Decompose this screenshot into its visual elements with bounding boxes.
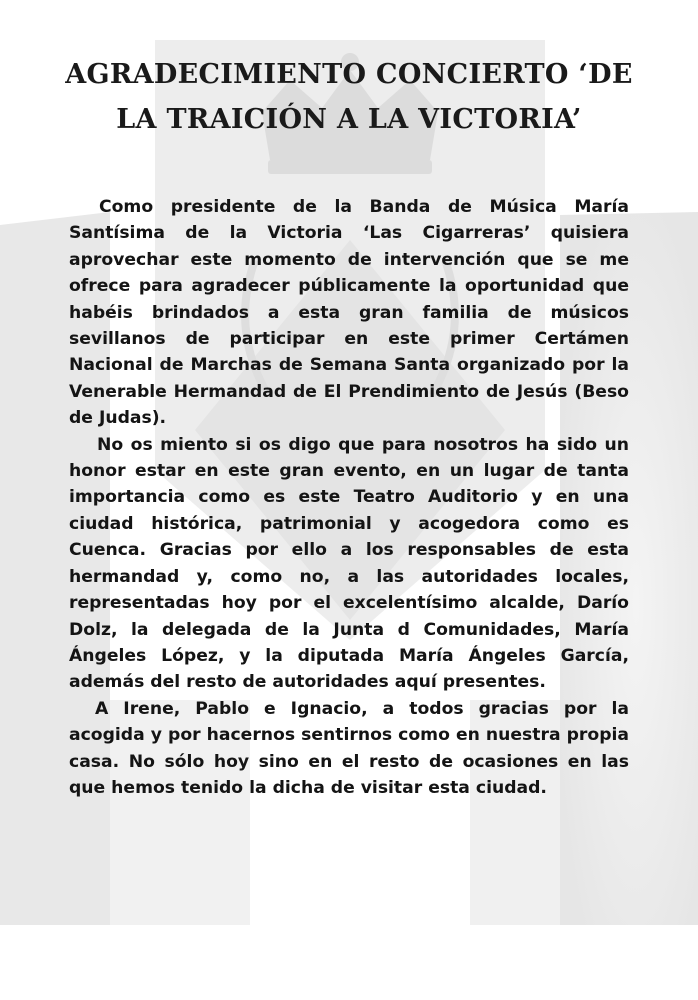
page-title xyxy=(40,52,658,142)
title-line-1: AGRADECIMIENTO CONCIERTO ‘DE xyxy=(65,59,633,90)
paragraph-3: A Irene, Pablo e Ignacio, a todos gracias por la acogida y por hacernos sentirnos como en nuestra propia casa. No sólo hoy sino en el resto de ocasiones en las que hemos tenido la dicha de visitar esta ciudad. xyxy=(69,698,629,798)
title-line-2: LA TRAICIÓN A LA VICTORIA’ xyxy=(116,104,582,135)
paragraph-1: Como presidente de la Banda de Música María Santísima de la Victoria ‘Las Cigarreras’ quisiera aprovechar este momento de intervención que se me ofrece para agradecer públicamente la oportunidad que habéis brindados a esta gran familia de músicos sevillanos de participar en este primer Certámen Nacional de Marchas de Semana Santa organizado por la Venerable Hermandad de El Prendimiento de Jesús (Beso de Judas). xyxy=(69,197,629,429)
paragraph-2: No os miento si os digo que para nosotros ha sido un honor estar en este gran evento, en un lugar de tanta importancia como es este Teatro Auditorio y en una ciudad histórica, patrimonial y acogedora como es Cuenca. Gracias por ello a los responsables de esta hermandad y, como no, a las autoridades locales, representadas hoy por el excelentísimo alcalde, Darío Dolz, la delegada de la Junta d Comunidades, María Ángeles López, y la diputada María Ángeles García, además del resto de autoridades aquí presentes. xyxy=(69,434,629,693)
letter-body xyxy=(69,194,629,801)
